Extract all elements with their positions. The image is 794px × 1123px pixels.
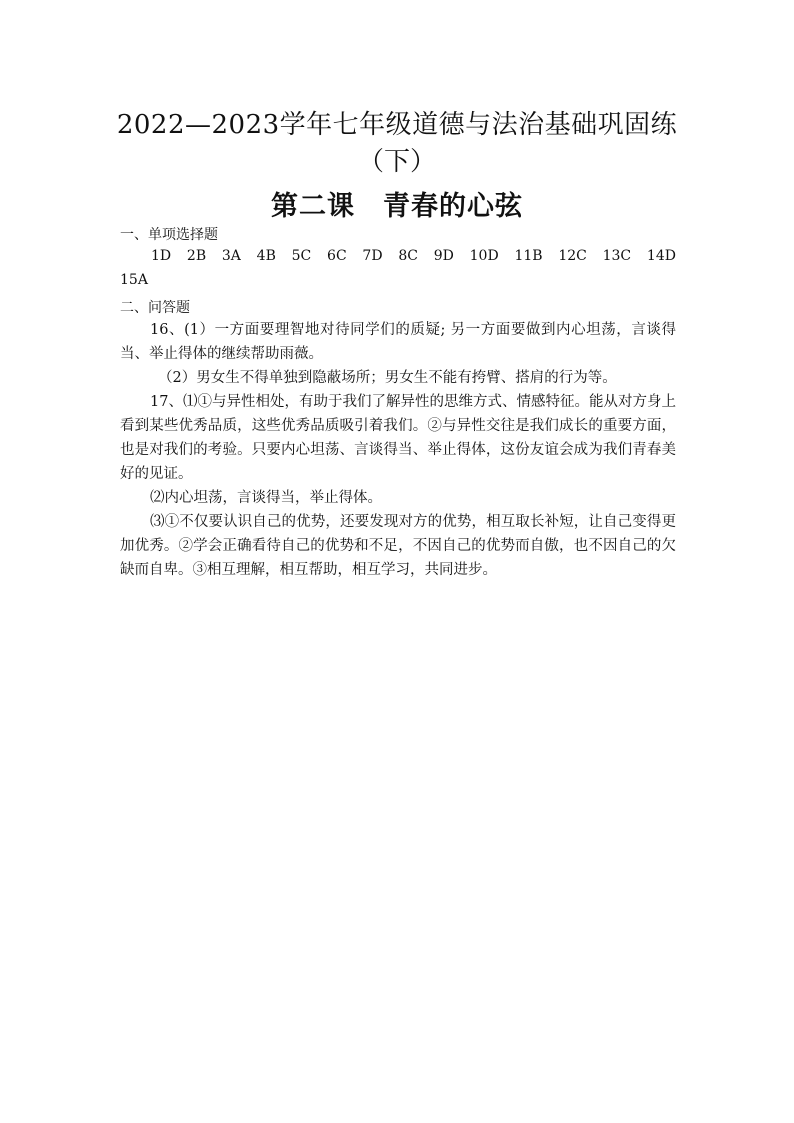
answer-item: 14D [646, 248, 676, 264]
answer-item: 1D [151, 248, 172, 264]
answer-item: 7D [362, 248, 383, 264]
answer-item: 15A [120, 272, 148, 288]
answer-list [151, 248, 676, 264]
answer-item: 3A [221, 248, 241, 264]
document-title-volume: （下） [357, 147, 436, 177]
answer-q16-part2: （2）男女生不得单独到隐蔽场所；男女生不能有挎臂、搭肩的行为等。 [158, 370, 617, 386]
answer-item: 4B [256, 248, 276, 264]
answer-item: 6C [327, 248, 347, 264]
answer-item: 9D [433, 248, 454, 264]
answer-item: 13C [602, 248, 632, 264]
section-heading-multiple-choice: 一、单项选择题 [120, 227, 218, 243]
answer-item: 8C [398, 248, 418, 264]
answer-item: 12C [558, 248, 587, 264]
answer-item: 2B [186, 248, 207, 264]
answer-q16-part1: 16、(1）一方面要理智地对待同学们的质疑; 另一方面要做到内心坦荡，言谈得当、举止得体的继续帮助雨薇。 [120, 322, 676, 362]
section-heading-short-answer: 二、问答题 [120, 300, 190, 316]
answer-q17-part2: ⑵内心坦荡，言谈得当，举止得体。 [150, 490, 382, 506]
answer-item: 5C [291, 248, 312, 264]
answer-item: 10D [469, 248, 499, 264]
answer-item: 11B [514, 248, 543, 264]
lesson-title: 第二课 青春的心弦 [271, 191, 523, 222]
answer-q17-part1: 17、⑴①与异性相处，有助于我们了解异性的思维方式、情感特征。能从对方身上看到某些优秀品质，这些优秀品质吸引着我们。②与异性交往是我们成长的重要方面，也是对我们的考验。只要内心坦荡、言谈得当、举止得体，这份友谊会成为我们青春美好的见证。 [120, 394, 676, 482]
answer-q17-part3: ⑶①不仅要认识自己的优势，还要发现对方的优势，相互取长补短，让自己变得更加优秀。②学会正确看待自己的优势和不足，不因自己的优势而自傲，也不因自己的欠缺而自卑。③相互理解，相互帮助，相互学习，共同进步。 [120, 514, 676, 578]
document-title: 2022—2023学年七年级道德与法治基础巩固练 [116, 110, 678, 140]
